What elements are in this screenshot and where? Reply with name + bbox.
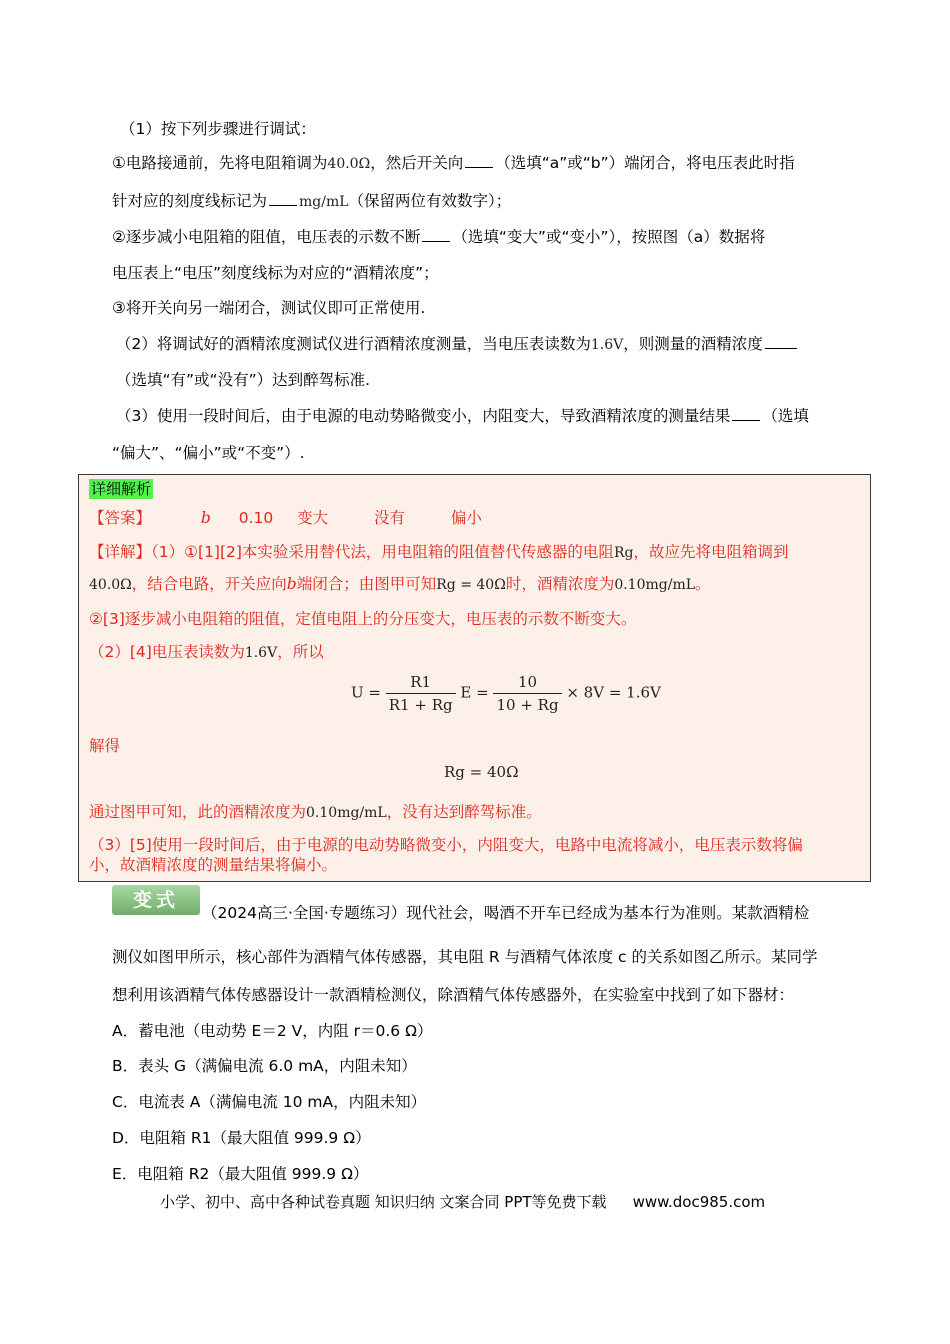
q1-step3: ③将开关向另一端闭合，测试仪即可正常使用. xyxy=(112,299,426,317)
detail-line-3: ②[3]逐步减小电阻箱的阻值，定值电阻上的分压变大，电压表的示数不断变大。 xyxy=(89,610,637,628)
unit-mg-ml: mg/mL xyxy=(299,194,349,210)
option-d: D．电阻箱 R1（最大阻值 999.9 Ω） xyxy=(112,1129,371,1147)
answer-blank-1 xyxy=(465,153,493,168)
detail-line-6: 通过图甲可知，此的酒精浓度为0.10mg/mL，没有达到醉驾标准。 xyxy=(89,803,542,821)
solution-tag: 详细解析 xyxy=(91,480,152,498)
footer-link[interactable]: www.doc985.com xyxy=(632,1193,766,1211)
variant-line-2: 测仪如图甲所示，核心部件为酒精气体传感器，其电阻 R 与酒精气体浓度 c 的关系如图乙所示。某同学 xyxy=(112,948,818,966)
variant-badge: 变式 xyxy=(112,885,200,915)
answer-3: 变大 xyxy=(297,509,329,527)
variant-line-3: 想利用该酒精气体传感器设计一款酒精检测仪，除酒精气体传感器外，在实验室中找到了如下器材： xyxy=(112,986,795,1004)
option-b: B．表头 G（满偏电流 6.0 mA，内阻未知） xyxy=(112,1057,417,1075)
detail-line-2: 40.0Ω，结合电路，开关应向b端闭合；由图甲可知Rg = 40Ω时，酒精浓度为0.10mg/mL。 xyxy=(89,575,711,593)
footer xyxy=(160,1192,765,1212)
equation-2: Rg = 40Ω xyxy=(444,763,519,781)
detail-line-1: 【详解】（1）①[1][2]本实验采用替代法，用电阻箱的阻值替代传感器的电阻Rg，故应先将电阻箱调到 xyxy=(89,543,789,561)
q1-title: （1）按下列步骤进行调试： xyxy=(120,120,316,138)
option-c: C．电流表 A（满偏电流 10 mA，内阻未知） xyxy=(112,1093,427,1111)
answer-blank-4 xyxy=(765,334,797,349)
option-e: E．电阻箱 R2（最大阻值 999.9 Ω） xyxy=(112,1165,369,1183)
q1-step1-line2: 针对应的刻度线标记为 mg/mL（保留两位有效数字）； xyxy=(112,192,512,210)
detail-solve: 解得 xyxy=(89,737,121,755)
answer-blank-2 xyxy=(269,191,297,206)
answer-5: 偏小 xyxy=(450,509,482,527)
solution-box xyxy=(78,474,871,882)
detail-line-4: （2）[4]电压表读数为1.6V，所以 xyxy=(89,643,324,661)
footer-text: 小学、初中、高中各种试卷真题 知识归纳 文案合同 PPT等免费下载 xyxy=(160,1193,607,1211)
detail-line-8: 小，故酒精浓度的测量结果将偏小。 xyxy=(89,856,338,874)
answer-blank-3 xyxy=(422,227,450,242)
variant-line-1: （2024高三·全国·专题练习）现代社会，喝酒不开车已经成为基本行为准则。某款酒精检 xyxy=(202,904,810,922)
q1-step2-line1: ②逐步减小电阻箱的阻值，电压表的示数不断 （选填“变大”或“变小”），按照图（a）数据将 xyxy=(112,228,766,246)
q3-line1: （3）使用一段时间后，由于电源的电动势略微变小，内阻变大，导致酒精浓度的测量结果 （选填 xyxy=(116,407,809,425)
voltage-value: 1.6V xyxy=(590,337,624,353)
q2-line1: （2）将调试好的酒精浓度测试仪进行酒精浓度测量，当电压表读数为1.6V，则测量的酒精浓度 xyxy=(116,333,799,356)
resistance-value: 40.0Ω xyxy=(327,156,371,172)
answer-blank-5 xyxy=(732,406,760,421)
detail-line-7: （3）[5]使用一段时间后，由于电源的电动势略微变小，内阻变大，电路中电流将减小，电压表示数将偏 xyxy=(89,836,803,854)
q2-line2: （选填“有”或“没有”）达到醉驾标准. xyxy=(116,371,371,389)
answer-2: 0.10 xyxy=(238,509,274,527)
q3-line2: “偏大”、“偏小”或“不变”）. xyxy=(112,444,305,462)
answer-line: 【答案】 b 0.10 变大 没有 偏小 xyxy=(89,509,482,527)
option-a: A．蓄电池（电动势 E＝2 V，内阻 r＝0.6 Ω） xyxy=(112,1022,433,1040)
equation-1: U = $\frac{R1}{R1 + Rg}$ E = $\frac{10}{10 + Rg}$ × 8V = 1.6V xyxy=(351,673,661,714)
answer-1: b xyxy=(200,509,211,527)
answer-4: 没有 xyxy=(373,509,405,527)
q1-step2-line2: 电压表上“电压”刻度线标为对应的“酒精浓度”； xyxy=(112,264,439,282)
q1-step1-line1: ①电路接通前，先将电阻箱调为40.0Ω，然后开关向 （选填“a”或“b”）端闭合，将电压表此时指 xyxy=(112,154,795,172)
